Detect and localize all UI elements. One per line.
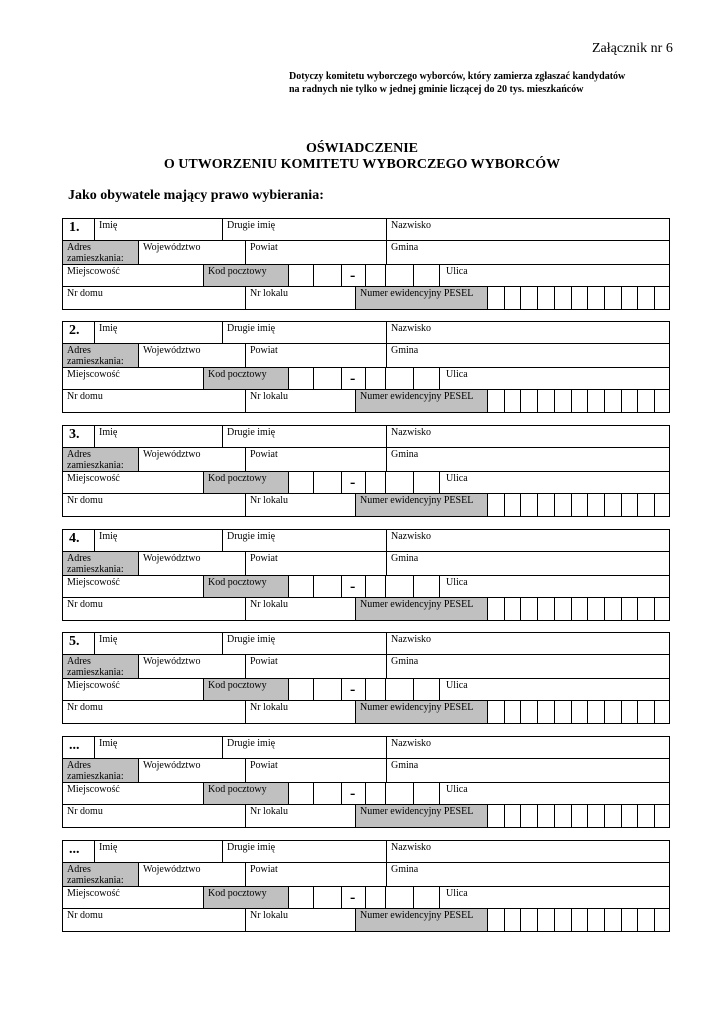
county-field[interactable]: Powiat: [245, 863, 386, 886]
address-label: Adres zamieszkania:: [63, 241, 138, 264]
second-name-field[interactable]: Drugie imię: [222, 633, 386, 654]
first-name-field[interactable]: Imię: [94, 426, 222, 447]
street-field[interactable]: Ulica: [439, 887, 670, 908]
pesel-row: [62, 701, 670, 724]
pesel-digit-box[interactable]: [504, 287, 505, 309]
pesel-digit-box[interactable]: [487, 287, 488, 309]
postal-code-box[interactable]: [341, 887, 342, 908]
postal-code-box[interactable]: [385, 472, 386, 493]
signatory-block: [62, 529, 670, 621]
address-row: [62, 344, 670, 367]
pesel-digit-box[interactable]: [504, 701, 505, 723]
commune-field[interactable]: Gmina: [386, 863, 670, 886]
pesel-digit-box[interactable]: [537, 598, 538, 620]
postal-code-box[interactable]: [365, 887, 366, 908]
surname-field[interactable]: Nazwisko: [386, 219, 670, 240]
signatory-block: [62, 840, 670, 932]
postal-code-box[interactable]: [288, 887, 289, 908]
county-field[interactable]: Powiat: [245, 759, 386, 782]
postal-code-dash: -: [350, 267, 356, 284]
entry-number: ...: [69, 842, 80, 857]
flat-number-field[interactable]: Nr lokalu: [245, 701, 355, 723]
locality-field[interactable]: Miejscowość: [67, 266, 120, 277]
pesel-digit-box[interactable]: [604, 494, 605, 516]
pesel-digit-box[interactable]: [537, 805, 538, 827]
pesel-digit-box[interactable]: [554, 287, 555, 309]
pesel-digit-box[interactable]: [520, 494, 521, 516]
locality-row: [62, 575, 670, 598]
postal-code-box[interactable]: [385, 265, 386, 286]
pesel-digit-box[interactable]: [487, 805, 488, 827]
pesel-digit-box[interactable]: [621, 909, 622, 931]
house-number-field[interactable]: Nr domu: [67, 495, 103, 506]
street-field[interactable]: Ulica: [439, 368, 670, 389]
street-field[interactable]: Ulica: [439, 679, 670, 700]
county-field[interactable]: Powiat: [245, 344, 386, 367]
flat-number-field[interactable]: Nr lokalu: [245, 909, 355, 931]
pesel-digit-box[interactable]: [520, 805, 521, 827]
pesel-digit-box[interactable]: [637, 909, 638, 931]
locality-field[interactable]: Miejscowość: [67, 369, 120, 380]
postal-code-box[interactable]: [413, 783, 414, 804]
names-row: [62, 840, 670, 863]
locality-row: [62, 367, 670, 390]
names-row: [62, 218, 670, 241]
names-row: [62, 736, 670, 759]
street-field[interactable]: Ulica: [439, 265, 670, 286]
pesel-digit-box[interactable]: [571, 287, 572, 309]
pesel-digit-box[interactable]: [637, 494, 638, 516]
signatory-block: [62, 321, 670, 413]
pesel-digit-box[interactable]: [554, 909, 555, 931]
locality-field[interactable]: Miejscowość: [67, 888, 120, 899]
pesel-digit-box[interactable]: [654, 805, 655, 827]
postal-code-label: Kod pocztowy: [203, 679, 288, 700]
pesel-digit-box[interactable]: [571, 494, 572, 516]
names-row: [62, 425, 670, 448]
entry-number: 5.: [69, 634, 80, 649]
pesel-digit-box[interactable]: [571, 598, 572, 620]
entry-number: 4.: [69, 531, 80, 546]
pesel-label: Numer ewidencyjny PESEL: [355, 287, 487, 309]
pesel-digit-box[interactable]: [604, 287, 605, 309]
county-field[interactable]: Powiat: [245, 655, 386, 678]
pesel-label: Numer ewidencyjny PESEL: [355, 390, 487, 412]
postal-code-box[interactable]: [385, 576, 386, 597]
pesel-digit-box[interactable]: [637, 701, 638, 723]
pesel-digit-box[interactable]: [520, 909, 521, 931]
house-number-field[interactable]: Nr domu: [67, 806, 103, 817]
postal-code-box[interactable]: [288, 368, 289, 389]
pesel-digit-box[interactable]: [604, 701, 605, 723]
address-row: [62, 552, 670, 575]
postal-code-box[interactable]: [313, 887, 314, 908]
postal-code-box[interactable]: [288, 265, 289, 286]
postal-code-box[interactable]: [341, 368, 342, 389]
voivodeship-field[interactable]: Województwo: [138, 759, 245, 782]
pesel-digit-box[interactable]: [604, 598, 605, 620]
pesel-digit-box[interactable]: [571, 909, 572, 931]
address-label: Adres zamieszkania:: [63, 655, 138, 678]
pesel-digit-box[interactable]: [520, 390, 521, 412]
county-field[interactable]: Powiat: [245, 241, 386, 264]
intro-note: [289, 70, 699, 96]
postal-code-box[interactable]: [385, 368, 386, 389]
surname-field[interactable]: Nazwisko: [386, 841, 670, 862]
pesel-digit-box[interactable]: [654, 287, 655, 309]
names-row: [62, 321, 670, 344]
street-field[interactable]: Ulica: [439, 472, 670, 493]
postal-code-box[interactable]: [341, 576, 342, 597]
intro-line-2: na radnych nie tylko w jednej gminie liczącej do 20 tys. mieszkańców: [289, 84, 584, 95]
second-name-field[interactable]: Drugie imię: [222, 530, 386, 551]
postal-code-box[interactable]: [365, 265, 366, 286]
pesel-row: [62, 909, 670, 932]
commune-field[interactable]: Gmina: [386, 655, 670, 678]
postal-code-label: Kod pocztowy: [203, 472, 288, 493]
pesel-digit-box[interactable]: [587, 909, 588, 931]
pesel-digit-box[interactable]: [554, 494, 555, 516]
locality-field[interactable]: Miejscowość: [67, 680, 120, 691]
pesel-digit-box[interactable]: [554, 805, 555, 827]
pesel-digit-box[interactable]: [637, 805, 638, 827]
address-row: [62, 655, 670, 678]
surname-field[interactable]: Nazwisko: [386, 530, 670, 551]
address-row: [62, 241, 670, 264]
postal-code-box[interactable]: [365, 576, 366, 597]
surname-field[interactable]: Nazwisko: [386, 633, 670, 654]
house-number-field[interactable]: Nr domu: [67, 288, 103, 299]
locality-field[interactable]: Miejscowość: [67, 473, 120, 484]
lead-text: Jako obywatele mający prawo wybierania:: [68, 188, 324, 203]
surname-field[interactable]: Nazwisko: [386, 322, 670, 343]
pesel-digit-box[interactable]: [587, 287, 588, 309]
postal-code-dash: -: [350, 785, 356, 802]
postal-code-box[interactable]: [313, 783, 314, 804]
pesel-digit-box[interactable]: [621, 805, 622, 827]
pesel-digit-box[interactable]: [537, 701, 538, 723]
document-title: OŚWIADCZENIE: [305, 141, 419, 156]
pesel-digit-box[interactable]: [487, 390, 488, 412]
entry-number: 2.: [69, 323, 80, 338]
pesel-digit-box[interactable]: [520, 598, 521, 620]
address-label: Adres zamieszkania:: [63, 552, 138, 575]
postal-code-box[interactable]: [413, 265, 414, 286]
postal-code-box[interactable]: [413, 679, 414, 700]
pesel-digit-box[interactable]: [487, 494, 488, 516]
locality-row: [62, 264, 670, 287]
pesel-digit-box[interactable]: [537, 287, 538, 309]
pesel-digit-box[interactable]: [604, 909, 605, 931]
pesel-row: [62, 598, 670, 621]
surname-field[interactable]: Nazwisko: [386, 426, 670, 447]
pesel-digit-box[interactable]: [621, 390, 622, 412]
pesel-digit-box[interactable]: [504, 390, 505, 412]
postal-code-box[interactable]: [365, 472, 366, 493]
county-field[interactable]: Powiat: [245, 448, 386, 471]
pesel-digit-box[interactable]: [537, 494, 538, 516]
postal-code-box[interactable]: [413, 368, 414, 389]
postal-code-box[interactable]: [413, 472, 414, 493]
postal-code-box[interactable]: [365, 679, 366, 700]
commune-field[interactable]: Gmina: [386, 344, 670, 367]
first-name-field[interactable]: Imię: [94, 322, 222, 343]
postal-code-label: Kod pocztowy: [203, 265, 288, 286]
pesel-row: [62, 287, 670, 310]
address-label: Adres zamieszkania:: [63, 759, 138, 782]
locality-row: [62, 886, 670, 909]
postal-code-box[interactable]: [341, 472, 342, 493]
postal-code-box[interactable]: [341, 783, 342, 804]
postal-code-box[interactable]: [313, 472, 314, 493]
voivodeship-field[interactable]: Województwo: [138, 552, 245, 575]
house-number-field[interactable]: Nr domu: [67, 599, 103, 610]
postal-code-box[interactable]: [313, 368, 314, 389]
first-name-field[interactable]: Imię: [94, 841, 222, 862]
first-name-field[interactable]: Imię: [94, 633, 222, 654]
entry-number: 1.: [69, 220, 80, 235]
pesel-digit-box[interactable]: [637, 598, 638, 620]
postal-code-box[interactable]: [341, 679, 342, 700]
postal-code-box[interactable]: [313, 679, 314, 700]
commune-field[interactable]: Gmina: [386, 759, 670, 782]
pesel-digit-box[interactable]: [571, 390, 572, 412]
postal-code-label: Kod pocztowy: [203, 783, 288, 804]
voivodeship-field[interactable]: Województwo: [138, 448, 245, 471]
postal-code-box[interactable]: [385, 783, 386, 804]
postal-code-dash: -: [350, 474, 356, 491]
names-row: [62, 632, 670, 655]
voivodeship-field[interactable]: Województwo: [138, 655, 245, 678]
pesel-digit-box[interactable]: [487, 701, 488, 723]
address-label: Adres zamieszkania:: [63, 863, 138, 886]
pesel-digit-box[interactable]: [504, 494, 505, 516]
street-field[interactable]: Ulica: [439, 576, 670, 597]
pesel-label: Numer ewidencyjny PESEL: [355, 701, 487, 723]
pesel-digit-box[interactable]: [520, 701, 521, 723]
pesel-digit-box[interactable]: [504, 909, 505, 931]
pesel-label: Numer ewidencyjny PESEL: [355, 805, 487, 827]
flat-number-field[interactable]: Nr lokalu: [245, 494, 355, 516]
names-row: [62, 529, 670, 552]
postal-code-box[interactable]: [341, 265, 342, 286]
pesel-digit-box[interactable]: [504, 598, 505, 620]
pesel-digit-box[interactable]: [654, 701, 655, 723]
locality-field[interactable]: Miejscowość: [67, 577, 120, 588]
pesel-digit-box[interactable]: [654, 909, 655, 931]
pesel-digit-box[interactable]: [587, 805, 588, 827]
pesel-digit-box[interactable]: [621, 701, 622, 723]
entry-number: 3.: [69, 427, 80, 442]
first-name-field[interactable]: Imię: [94, 530, 222, 551]
pesel-digit-box[interactable]: [520, 287, 521, 309]
pesel-digit-box[interactable]: [621, 598, 622, 620]
flat-number-field[interactable]: Nr lokalu: [245, 598, 355, 620]
annex-label: Załącznik nr 6: [592, 41, 673, 56]
county-field[interactable]: Powiat: [245, 552, 386, 575]
entry-number: ...: [69, 738, 80, 753]
pesel-digit-box[interactable]: [604, 805, 605, 827]
pesel-digit-box[interactable]: [571, 701, 572, 723]
first-name-field[interactable]: Imię: [94, 219, 222, 240]
second-name-field[interactable]: Drugie imię: [222, 322, 386, 343]
pesel-digit-box[interactable]: [604, 390, 605, 412]
pesel-digit-box[interactable]: [654, 390, 655, 412]
pesel-digit-box[interactable]: [654, 494, 655, 516]
pesel-digit-box[interactable]: [554, 390, 555, 412]
pesel-digit-box[interactable]: [537, 390, 538, 412]
second-name-field[interactable]: Drugie imię: [222, 841, 386, 862]
pesel-digit-box[interactable]: [571, 805, 572, 827]
postal-code-dash: -: [350, 681, 356, 698]
flat-number-field[interactable]: Nr lokalu: [245, 390, 355, 412]
commune-field[interactable]: Gmina: [386, 552, 670, 575]
postal-code-box[interactable]: [288, 576, 289, 597]
signatory-block: [62, 218, 670, 310]
voivodeship-field[interactable]: Województwo: [138, 241, 245, 264]
locality-row: [62, 678, 670, 701]
locality-field[interactable]: Miejscowość: [67, 784, 120, 795]
signatory-block: [62, 736, 670, 828]
pesel-digit-box[interactable]: [654, 598, 655, 620]
postal-code-label: Kod pocztowy: [203, 887, 288, 908]
pesel-digit-box[interactable]: [487, 909, 488, 931]
postal-code-box[interactable]: [288, 472, 289, 493]
pesel-digit-box[interactable]: [554, 701, 555, 723]
postal-code-box[interactable]: [288, 679, 289, 700]
pesel-row: [62, 494, 670, 517]
pesel-label: Numer ewidencyjny PESEL: [355, 494, 487, 516]
first-name-field[interactable]: Imię: [94, 737, 222, 758]
postal-code-dash: -: [350, 370, 356, 387]
postal-code-box[interactable]: [413, 887, 414, 908]
pesel-row: [62, 390, 670, 413]
second-name-field[interactable]: Drugie imię: [222, 737, 386, 758]
locality-row: [62, 471, 670, 494]
pesel-digit-box[interactable]: [587, 494, 588, 516]
document-subtitle: O UTWORZENIU KOMITETU WYBORCZEGO WYBORCÓW: [163, 157, 561, 172]
postal-code-dash: -: [350, 889, 356, 906]
pesel-digit-box[interactable]: [637, 390, 638, 412]
pesel-digit-box[interactable]: [537, 909, 538, 931]
signatory-block: [62, 632, 670, 724]
locality-row: [62, 782, 670, 805]
flat-number-field[interactable]: Nr lokalu: [245, 287, 355, 309]
pesel-digit-box[interactable]: [621, 287, 622, 309]
postal-code-label: Kod pocztowy: [203, 368, 288, 389]
intro-line-1: Dotyczy komitetu wyborczego wyborców, który zamierza zgłaszać kandydatów: [289, 71, 626, 82]
signatory-block: [62, 425, 670, 517]
postal-code-box[interactable]: [365, 368, 366, 389]
address-row: [62, 448, 670, 471]
pesel-label: Numer ewidencyjny PESEL: [355, 909, 487, 931]
pesel-digit-box[interactable]: [587, 390, 588, 412]
voivodeship-field[interactable]: Województwo: [138, 863, 245, 886]
postal-code-box[interactable]: [365, 783, 366, 804]
commune-field[interactable]: Gmina: [386, 241, 670, 264]
postal-code-box[interactable]: [413, 576, 414, 597]
house-number-field[interactable]: Nr domu: [67, 391, 103, 402]
pesel-label: Numer ewidencyjny PESEL: [355, 598, 487, 620]
street-field[interactable]: Ulica: [439, 783, 670, 804]
flat-number-field[interactable]: Nr lokalu: [245, 805, 355, 827]
pesel-digit-box[interactable]: [587, 701, 588, 723]
address-row: [62, 863, 670, 886]
pesel-digit-box[interactable]: [504, 805, 505, 827]
pesel-digit-box[interactable]: [621, 494, 622, 516]
address-row: [62, 759, 670, 782]
postal-code-dash: -: [350, 578, 356, 595]
voivodeship-field[interactable]: Województwo: [138, 344, 245, 367]
postal-code-box[interactable]: [385, 887, 386, 908]
postal-code-label: Kod pocztowy: [203, 576, 288, 597]
house-number-field[interactable]: Nr domu: [67, 910, 103, 921]
postal-code-box[interactable]: [288, 783, 289, 804]
pesel-digit-box[interactable]: [637, 287, 638, 309]
commune-field[interactable]: Gmina: [386, 448, 670, 471]
surname-field[interactable]: Nazwisko: [386, 737, 670, 758]
pesel-digit-box[interactable]: [587, 598, 588, 620]
address-label: Adres zamieszkania:: [63, 344, 138, 367]
pesel-digit-box[interactable]: [554, 598, 555, 620]
address-label: Adres zamieszkania:: [63, 448, 138, 471]
house-number-field[interactable]: Nr domu: [67, 702, 103, 713]
second-name-field[interactable]: Drugie imię: [222, 219, 386, 240]
second-name-field[interactable]: Drugie imię: [222, 426, 386, 447]
pesel-digit-box[interactable]: [487, 598, 488, 620]
postal-code-box[interactable]: [385, 679, 386, 700]
postal-code-box[interactable]: [313, 576, 314, 597]
postal-code-box[interactable]: [313, 265, 314, 286]
pesel-row: [62, 805, 670, 828]
